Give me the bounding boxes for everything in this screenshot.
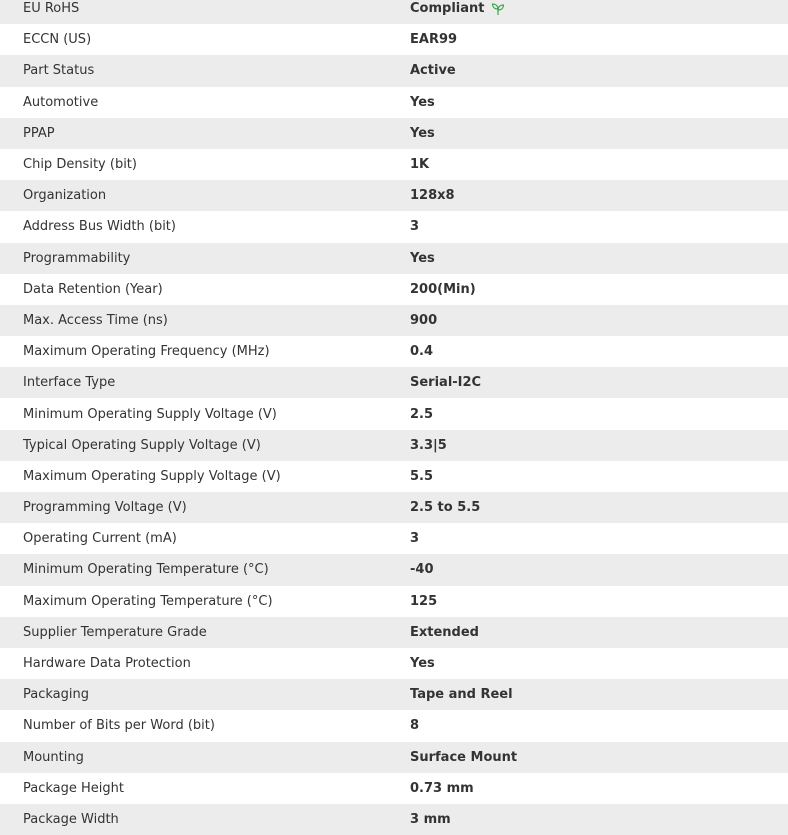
spec-value: [387, 1, 788, 16]
table-row: [0, 804, 788, 835]
table-row: [0, 773, 788, 804]
spec-value: 0.4: [410, 344, 434, 360]
spec-value: 3 mm: [410, 811, 451, 827]
table-row: [0, 274, 788, 305]
table-row: [0, 24, 788, 55]
spec-label: Minimum Operating Supply Voltage (V): [23, 406, 277, 422]
spec-value: -40: [410, 562, 434, 578]
spec-label: Minimum Operating Temperature (°C): [23, 562, 269, 578]
table-row: [0, 118, 788, 149]
table-row: [0, 586, 788, 617]
spec-value: EAR99: [410, 32, 458, 48]
spec-value: 3.3|5: [410, 437, 447, 453]
table-row: [0, 0, 788, 24]
leaf-icon: [491, 2, 505, 16]
spec-value: Surface Mount: [410, 749, 518, 765]
spec-label: Packaging: [23, 687, 89, 703]
spec-label: Programming Voltage (V): [23, 500, 187, 516]
table-row: [0, 461, 788, 492]
spec-label: PPAP: [23, 125, 55, 141]
table-row: [0, 211, 788, 242]
spec-label: ECCN (US): [23, 32, 92, 48]
spec-label: Number of Bits per Word (bit): [23, 718, 215, 734]
spec-value: 200(Min): [410, 281, 476, 297]
spec-value: 0.73 mm: [410, 780, 474, 796]
table-row: [0, 87, 788, 118]
table-row: [0, 149, 788, 180]
spec-value: Yes: [410, 250, 435, 266]
spec-value: 900: [410, 312, 438, 328]
spec-value: Active: [410, 63, 456, 79]
spec-label: Interface Type: [23, 375, 116, 391]
table-row: [0, 523, 788, 554]
table-row: [0, 180, 788, 211]
table-row: [0, 305, 788, 336]
table-row: [0, 554, 788, 585]
spec-value: 1K: [410, 157, 430, 173]
spec-value: 2.5: [410, 406, 434, 422]
table-row: [0, 336, 788, 367]
spec-value: Tape and Reel: [410, 687, 513, 703]
spec-value: Extended: [410, 624, 479, 640]
spec-label: Part Status: [23, 63, 95, 79]
spec-label: Address Bus Width (bit): [23, 219, 176, 235]
spec-value: 2.5 to 5.5: [410, 500, 481, 516]
spec-value: Yes: [410, 94, 435, 110]
spec-label: Supplier Temperature Grade: [23, 624, 207, 640]
spec-label: Maximum Operating Temperature (°C): [23, 593, 273, 609]
spec-label: Mounting: [23, 749, 84, 765]
spec-label: EU RoHS: [23, 1, 80, 17]
table-row: [0, 648, 788, 679]
spec-label: Programmability: [23, 250, 131, 266]
spec-label: Typical Operating Supply Voltage (V): [23, 437, 261, 453]
spec-label: Chip Density (bit): [23, 157, 137, 173]
table-row: [0, 55, 788, 86]
spec-label: Data Retention (Year): [23, 281, 163, 297]
table-row: [0, 742, 788, 773]
spec-value: Yes: [410, 656, 435, 672]
spec-value: 125: [410, 593, 438, 609]
table-row: [0, 398, 788, 429]
table-row: [0, 430, 788, 461]
table-row: [0, 243, 788, 274]
table-row: [0, 492, 788, 523]
spec-value: 128x8: [410, 188, 455, 204]
spec-label: Automotive: [23, 94, 99, 110]
spec-label: Max. Access Time (ns): [23, 312, 168, 328]
spec-value: 3: [410, 219, 420, 235]
spec-label: Operating Current (mA): [23, 531, 177, 547]
table-row: [0, 679, 788, 710]
spec-value: 8: [410, 718, 420, 734]
spec-label: Maximum Operating Supply Voltage (V): [23, 468, 281, 484]
spec-label: Package Width: [23, 811, 119, 827]
spec-label: Organization: [23, 188, 107, 204]
spec-label: Maximum Operating Frequency (MHz): [23, 344, 270, 360]
spec-label: Hardware Data Protection: [23, 656, 191, 672]
spec-label: Package Height: [23, 780, 124, 796]
table-row: [0, 617, 788, 648]
spec-value: 3: [410, 531, 420, 547]
spec-value: Yes: [410, 125, 435, 141]
spec-value: Serial-I2C: [410, 375, 482, 391]
spec-value: 5.5: [410, 468, 434, 484]
table-row: [0, 710, 788, 741]
spec-value-text: Compliant: [410, 1, 485, 17]
table-row: [0, 367, 788, 398]
